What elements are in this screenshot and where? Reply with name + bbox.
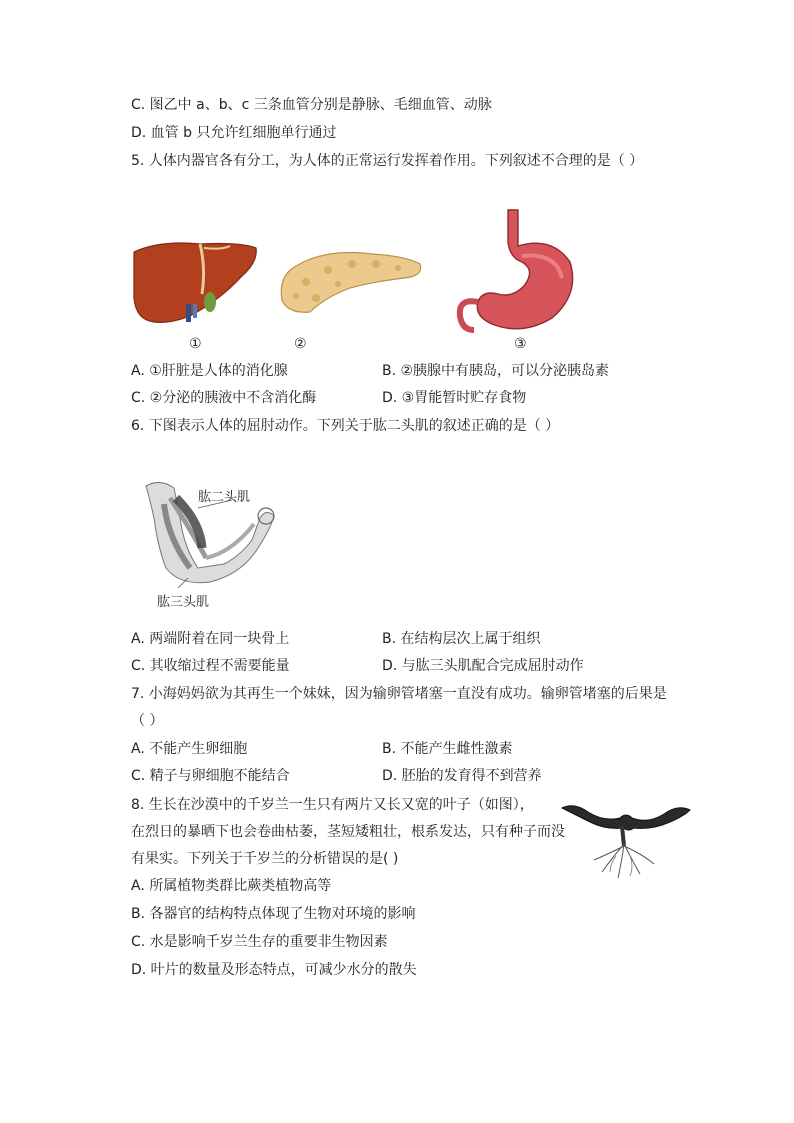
q4-option-d: D. 血管 b 只允许红细胞单行通过 bbox=[131, 125, 337, 141]
q7-option-a: A. 不能产生卵细胞 bbox=[131, 741, 248, 757]
welwitschia-illustration bbox=[560, 798, 692, 880]
pancreas-label: ② bbox=[294, 336, 307, 352]
q7-option-c: C. 精子与卵细胞不能结合 bbox=[131, 768, 290, 784]
q6-option-c: C. 其收缩过程不需要能量 bbox=[131, 658, 290, 674]
q8-option-d: D. 叶片的数量及形态特点，可减少水分的散失 bbox=[131, 962, 417, 978]
biceps-label: 肱二头肌 bbox=[198, 490, 251, 505]
triceps-label: 肱三头肌 bbox=[157, 595, 210, 610]
q8-stem-line1: 8. 生长在沙漠中的千岁兰一生只有两片又长又宽的叶子（如图）， bbox=[131, 797, 534, 813]
liver-illustration bbox=[130, 238, 260, 328]
stomach-illustration bbox=[452, 206, 582, 336]
q5-stem: 5. 人体内器官各有分工，为人体的正常运行发挥着作用。下列叙述不合理的是（ ） bbox=[131, 153, 644, 169]
q7-option-b: B. 不能产生雌性激素 bbox=[382, 741, 513, 757]
q5-option-b: B. ②胰腺中有胰岛，可以分泌胰岛素 bbox=[382, 363, 610, 379]
q8-stem-line2: 在烈日的暴晒下也会卷曲枯萎，茎短矮粗壮，根系发达，只有种子而没 bbox=[131, 824, 565, 840]
q6-stem: 6. 下图表示人体的屈肘动作。下列关于肱二头肌的叙述正确的是（ ） bbox=[131, 418, 560, 434]
q7-option-d: D. 胚胎的发育得不到营养 bbox=[382, 768, 542, 784]
q6-option-d: D. 与肱三头肌配合完成屈肘动作 bbox=[382, 658, 584, 674]
q5-option-c: C. ②分泌的胰液中不含消化酶 bbox=[131, 390, 317, 406]
stomach-label: ③ bbox=[514, 336, 527, 352]
q7-stem-line2: （ ） bbox=[131, 713, 164, 729]
q6-option-b: B. 在结构层次上属于组织 bbox=[382, 631, 541, 647]
q8-option-a: A. 所属植物类群比蕨类植物高等 bbox=[131, 878, 332, 894]
q8-stem-line3: 有果实。下列关于千岁兰的分析错误的是( ) bbox=[131, 851, 399, 867]
q7-stem-line1: 7. 小海妈妈欲为其再生一个妹妹，因为输卵管堵塞一直没有成功。输卵管堵塞的后果是 bbox=[131, 686, 667, 702]
pancreas-illustration bbox=[276, 240, 426, 315]
q5-option-a: A. ①肝脏是人体的消化腺 bbox=[131, 363, 288, 379]
q8-option-b: B. 各器官的结构特点体现了生物对环境的影响 bbox=[131, 906, 416, 922]
q5-option-d: D. ③胃能暂时贮存食物 bbox=[382, 390, 527, 406]
q4-option-c: C. 图乙中 a、b、c 三条血管分别是静脉、毛细血管、动脉 bbox=[131, 97, 492, 113]
q8-option-c: C. 水是影响千岁兰生存的重要非生物因素 bbox=[131, 934, 388, 950]
q6-option-a: A. 两端附着在同一块骨上 bbox=[131, 631, 290, 647]
liver-label: ① bbox=[189, 336, 202, 352]
